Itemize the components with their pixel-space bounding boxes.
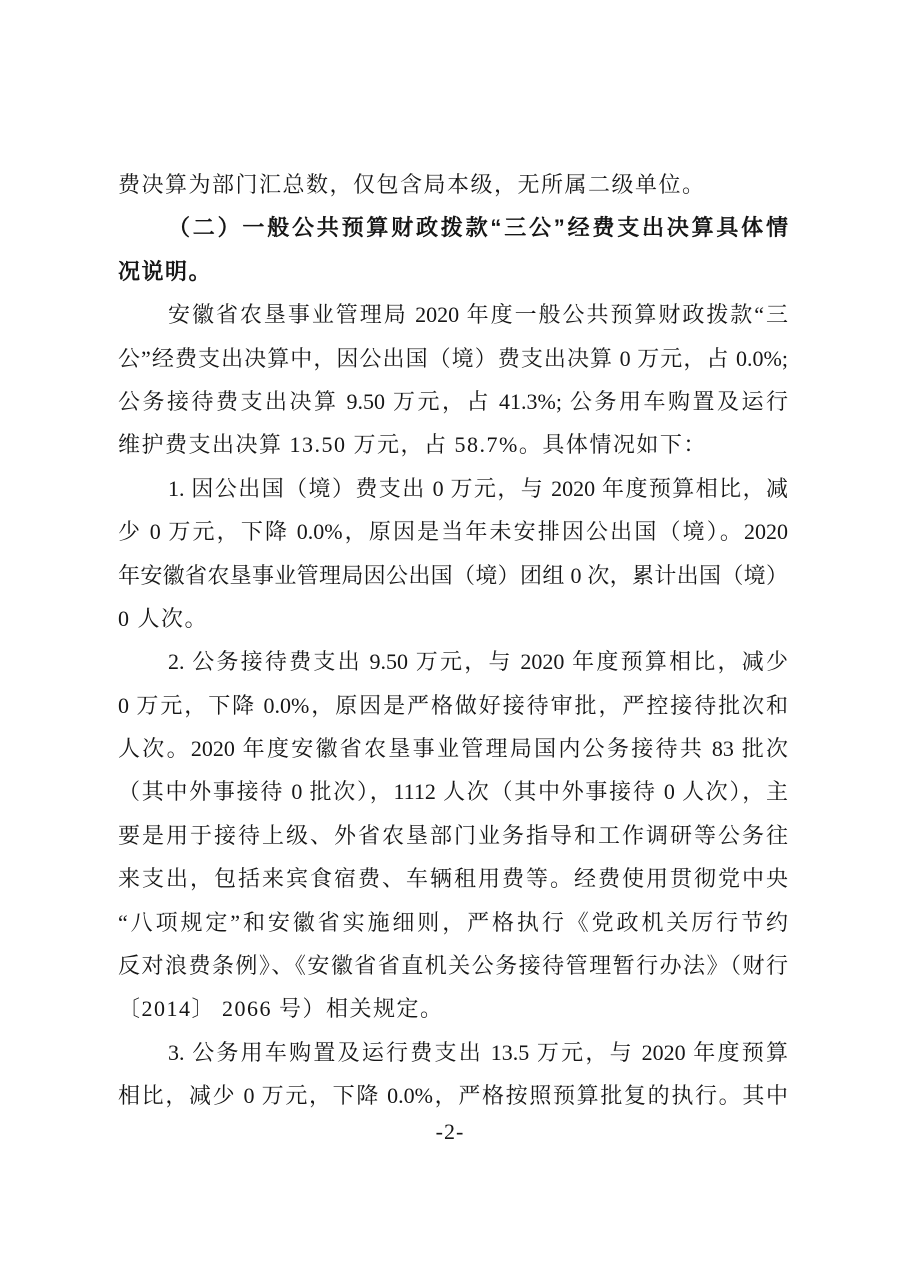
document-line: 安徽省农垦事业管理局 2020 年度一般公共预算财政拨款“三: [168, 302, 788, 328]
document-line: 少 0 万元，下降 0.0%，原因是当年未安排因公出国（境）。2020: [118, 519, 788, 545]
document-line: （其中外事接待 0 批次），1112 人次（其中外事接待 0 人次），主: [118, 779, 788, 805]
document-line: “八项规定”和安徽省实施细则，严格执行《党政机关厉行节约: [118, 909, 789, 935]
document-line: 人次。2020 年度安徽省农垦事业管理局国内公务接待共 83 批次: [118, 736, 788, 762]
document-line: 反对浪费条例》、《安徽省省直机关公务接待管理暂行办法》（财行: [118, 953, 788, 979]
document-text-block: [118, 163, 788, 1118]
document-line: 0 人次。: [118, 605, 209, 631]
document-line: 公务接待费支出决算 9.50 万元，占 41.3%; 公务用车购置及运行: [118, 388, 788, 414]
document-line: 3. 公务用车购置及运行费支出 13.5 万元，与 2020 年度预算: [168, 1039, 788, 1065]
document-line: 来支出，包括来宾食宿费、车辆租用费等。经费使用贯彻党中央: [118, 866, 788, 892]
document-line: 相比，减少 0 万元，下降 0.0%，严格按照预算批复的执行。其中: [118, 1083, 788, 1109]
document-line: 维护费支出决算 13.50 万元，占 58.7%。具体情况如下：: [118, 432, 707, 458]
document-line: 年安徽省农垦事业管理局因公出国（境）团组 0 次，累计出国（境）: [118, 562, 788, 588]
document-line: 要是用于接待上级、外省农垦部门业务指导和工作调研等公务往: [118, 822, 788, 848]
document-line: 2. 公务接待费支出 9.50 万元，与 2020 年度预算相比，减少: [168, 649, 788, 675]
page-number: -2-: [435, 1119, 465, 1144]
document-line: 1. 因公出国（境）费支出 0 万元，与 2020 年度预算相比，减: [168, 475, 788, 501]
document-line: 费决算为部门汇总数，仅包含局本级，无所属二级单位。: [118, 172, 706, 197]
section-heading-line: 况说明。: [118, 258, 213, 284]
document-line: 公”经费支出决算中，因公出国（境）费支出决算 0 万元，占 0.0%;: [118, 345, 788, 371]
document-line: 〔2014〕 2066 号）相关规定。: [118, 996, 444, 1022]
document-line: 0 万元，下降 0.0%，原因是严格做好接待审批，严控接待批次和: [118, 692, 788, 718]
section-heading-line: （二）一般公共预算财政拨款“三公”经费支出决算具体情: [168, 215, 788, 241]
